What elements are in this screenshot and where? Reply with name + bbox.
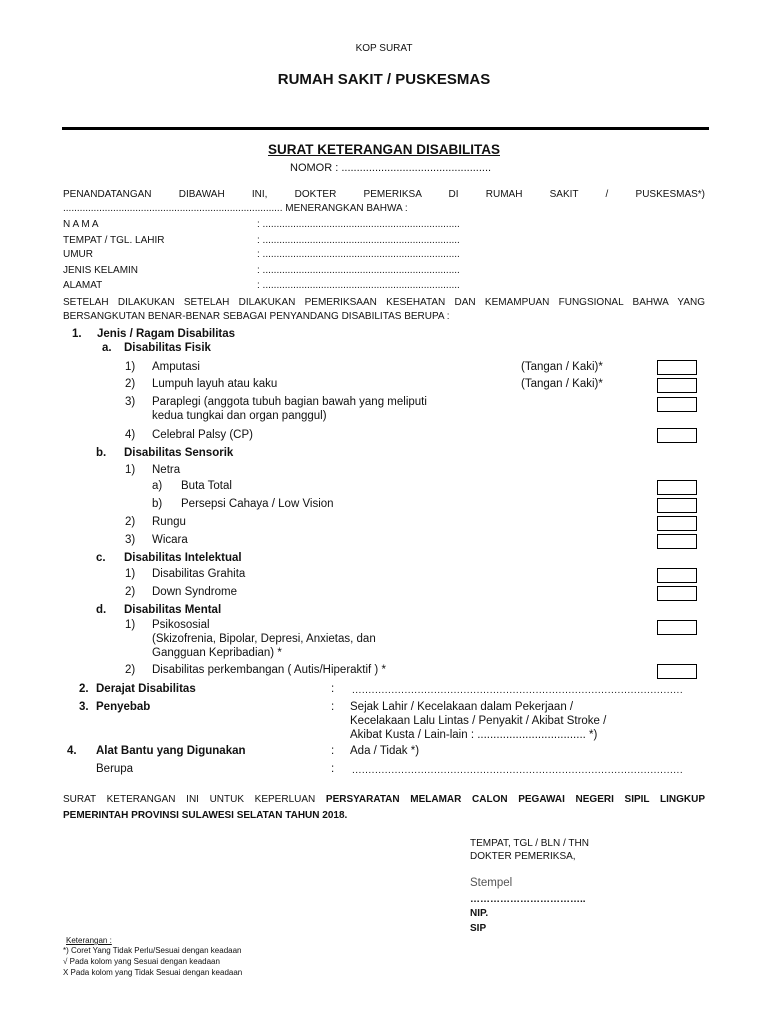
item-low-vision: Persepsi Cahaya / Low Vision	[181, 498, 334, 510]
berupa-value: .....................................................................................................	[352, 765, 684, 776]
item-psikososial-detail: (Skizofrenia, Bipolar, Depresi, Anxietas, dan	[152, 633, 376, 645]
category-d-title: Disabilitas Mental	[124, 604, 222, 616]
signature-name-line: ……………………………..	[470, 894, 586, 905]
purpose-line-2: PEMERINTAH PROVINSI SULAWESI SELATAN TAHUN 2018.	[63, 810, 348, 821]
checkbox-celebral-palsy[interactable]	[657, 428, 697, 443]
identity-label-umur: UMUR	[63, 249, 93, 260]
identity-label-ttl: TEMPAT / TGL. LAHIR	[63, 235, 165, 246]
notes-line-2: √ Pada kolom yang Sesuai dengan keadaan	[63, 957, 220, 966]
intro-line-2: ............................................................................... MENERANGKAN BAHWA :	[63, 203, 408, 214]
item-psikososial-detail-2: Gangguan Kepribadian) *	[152, 647, 282, 659]
statement-line-2: BERSANGKUTAN BENAR-BENAR SEBAGAI PENYANDANG DISABILITAS BERUPA :	[63, 311, 450, 322]
section-3-title: Penyebab	[96, 701, 151, 713]
notes-line-3: X Pada kolom yang Tidak Sesuai dengan keadaan	[63, 968, 243, 977]
item-number: 1)	[125, 619, 136, 631]
checkbox-paraplegi[interactable]	[657, 397, 697, 412]
identity-label-nama: N A M A	[63, 219, 99, 230]
item-perkembangan: Disabilitas perkembangan ( Autis/Hiperaktif ) *	[152, 664, 386, 676]
checkbox-perkembangan[interactable]	[657, 664, 697, 679]
item-number: 1)	[125, 464, 136, 476]
item-number: 2)	[125, 586, 136, 598]
item-buta-total: Buta Total	[181, 480, 232, 492]
checkbox-buta-total[interactable]	[657, 480, 697, 495]
item-grahita: Disabilitas Grahita	[152, 568, 246, 580]
checkbox-psikososial[interactable]	[657, 620, 697, 635]
item-celebral-palsy: Celebral Palsy (CP)	[152, 429, 253, 441]
signature-sip: SIP	[470, 923, 487, 934]
category-b-title: Disabilitas Sensorik	[124, 447, 234, 459]
checkbox-rungu[interactable]	[657, 516, 697, 531]
item-number: 3)	[125, 534, 136, 546]
checkbox-wicara[interactable]	[657, 534, 697, 549]
category-a-letter: a.	[102, 342, 112, 354]
category-d-letter: d.	[96, 604, 107, 616]
item-amputasi: Amputasi	[152, 361, 200, 373]
item-number: 2)	[125, 516, 136, 528]
section-1-title: Jenis / Ragam Disabilitas	[97, 328, 236, 340]
identity-value-jenis-kelamin: : .......................................................................	[257, 265, 460, 276]
item-number: 1)	[125, 361, 136, 373]
item-number: 2)	[125, 378, 136, 390]
purpose-plain-text: SURAT KETERANGAN INI UNTUK KEPERLUAN	[63, 794, 326, 805]
category-c-title: Disabilitas Intelektual	[124, 552, 242, 564]
header-divider	[62, 127, 709, 130]
checkbox-grahita[interactable]	[657, 568, 697, 583]
identity-value-alamat: : .......................................................................	[257, 280, 460, 291]
intro-line-1: PENANDATANGAN DIBAWAH INI, DOKTER PEMERIKSA DI RUMAH SAKIT / PUSKESMAS*)	[63, 189, 705, 200]
section-3-number: 3.	[79, 701, 89, 713]
stamp-placeholder: Stempel	[470, 877, 513, 889]
kop-surat: KOP SURAT	[355, 43, 413, 54]
institution-name: RUMAH SAKIT / PUSKESMAS	[277, 71, 491, 88]
section-1-number: 1.	[72, 328, 82, 340]
section-2-value: .....................................................................................................	[352, 685, 684, 696]
item-lumpuh-layuh: Lumpuh layuh atau kaku	[152, 378, 278, 390]
identity-value-nama: : .......................................................................	[257, 219, 460, 230]
berupa-colon: :	[331, 763, 335, 775]
item-netra: Netra	[152, 464, 181, 476]
section-2-title: Derajat Disabilitas	[96, 683, 196, 695]
signature-nip: NIP.	[470, 908, 489, 919]
notes-title: Keterangan :	[66, 936, 112, 945]
item-wicara: Wicara	[152, 534, 188, 546]
document-title: SURAT KETERANGAN DISABILITAS	[268, 142, 500, 157]
item-number: 4)	[125, 429, 136, 441]
section-2-number: 2.	[79, 683, 89, 695]
item-psikososial: Psikososial	[152, 619, 210, 631]
signature-place-date: TEMPAT, TGL / BLN / THN	[470, 838, 589, 849]
signature-role: DOKTER PEMERIKSA,	[470, 851, 576, 862]
document-number: NOMOR : .................................................	[290, 162, 492, 174]
item-note: (Tangan / Kaki)*	[521, 378, 603, 390]
section-3-colon: :	[331, 701, 335, 713]
identity-value-umur: : .......................................................................	[257, 249, 460, 260]
item-paraplegi-cont: kedua tungkai dan organ panggul)	[152, 410, 327, 422]
category-b-letter: b.	[96, 447, 107, 459]
alat-bantu-value: Ada / Tidak *)	[350, 745, 420, 757]
penyebab-line-2: Kecelakaan Lalu Lintas / Penyakit / Akibat Stroke /	[350, 715, 607, 727]
section-4-colon: :	[331, 745, 335, 757]
item-number: a)	[152, 480, 163, 492]
checkbox-down-syndrome[interactable]	[657, 586, 697, 601]
penyebab-line-1: Sejak Lahir / Kecelakaan dalam Pekerjaan /	[350, 701, 574, 713]
identity-label-jenis-kelamin: JENIS KELAMIN	[63, 265, 139, 276]
statement-line-1: SETELAH DILAKUKAN SETELAH DILAKUKAN PEMERIKSAAN KESEHATAN DAN KEMAMPUAN FUNGSIONAL BAHWA YANG	[63, 297, 705, 308]
checkbox-amputasi[interactable]	[657, 360, 697, 375]
penyebab-line-3: Akibat Kusta / Lain-lain : .................................. *)	[350, 729, 598, 741]
purpose-line-1	[63, 794, 705, 805]
item-paraplegi: Paraplegi (anggota tubuh bagian bawah yang meliputi	[152, 396, 427, 408]
checkbox-lumpuh-layuh[interactable]	[657, 378, 697, 393]
item-number: 1)	[125, 568, 136, 580]
notes-line-1: *) Coret Yang Tidak Perlu/Sesuai dengan keadaan	[63, 946, 242, 955]
purpose-bold-text: PERSYARATAN MELAMAR CALON PEGAWAI NEGERI SIPIL LINGKUP	[325, 794, 705, 805]
item-number: 3)	[125, 396, 136, 408]
item-note: (Tangan / Kaki)*	[521, 361, 603, 373]
berupa-label: Berupa	[96, 763, 134, 775]
item-rungu: Rungu	[152, 516, 186, 528]
identity-value-ttl: : .......................................................................	[257, 235, 460, 246]
category-a-title: Disabilitas Fisik	[124, 342, 211, 354]
identity-label-alamat: ALAMAT	[63, 280, 103, 291]
section-4-number: 4.	[67, 745, 77, 757]
item-number: 2)	[125, 664, 136, 676]
item-number: b)	[152, 498, 163, 510]
section-4-title: Alat Bantu yang Digunakan	[96, 745, 246, 757]
item-down-syndrome: Down Syndrome	[152, 586, 238, 598]
checkbox-low-vision[interactable]	[657, 498, 697, 513]
section-2-colon: :	[331, 683, 335, 695]
category-c-letter: c.	[96, 552, 106, 564]
